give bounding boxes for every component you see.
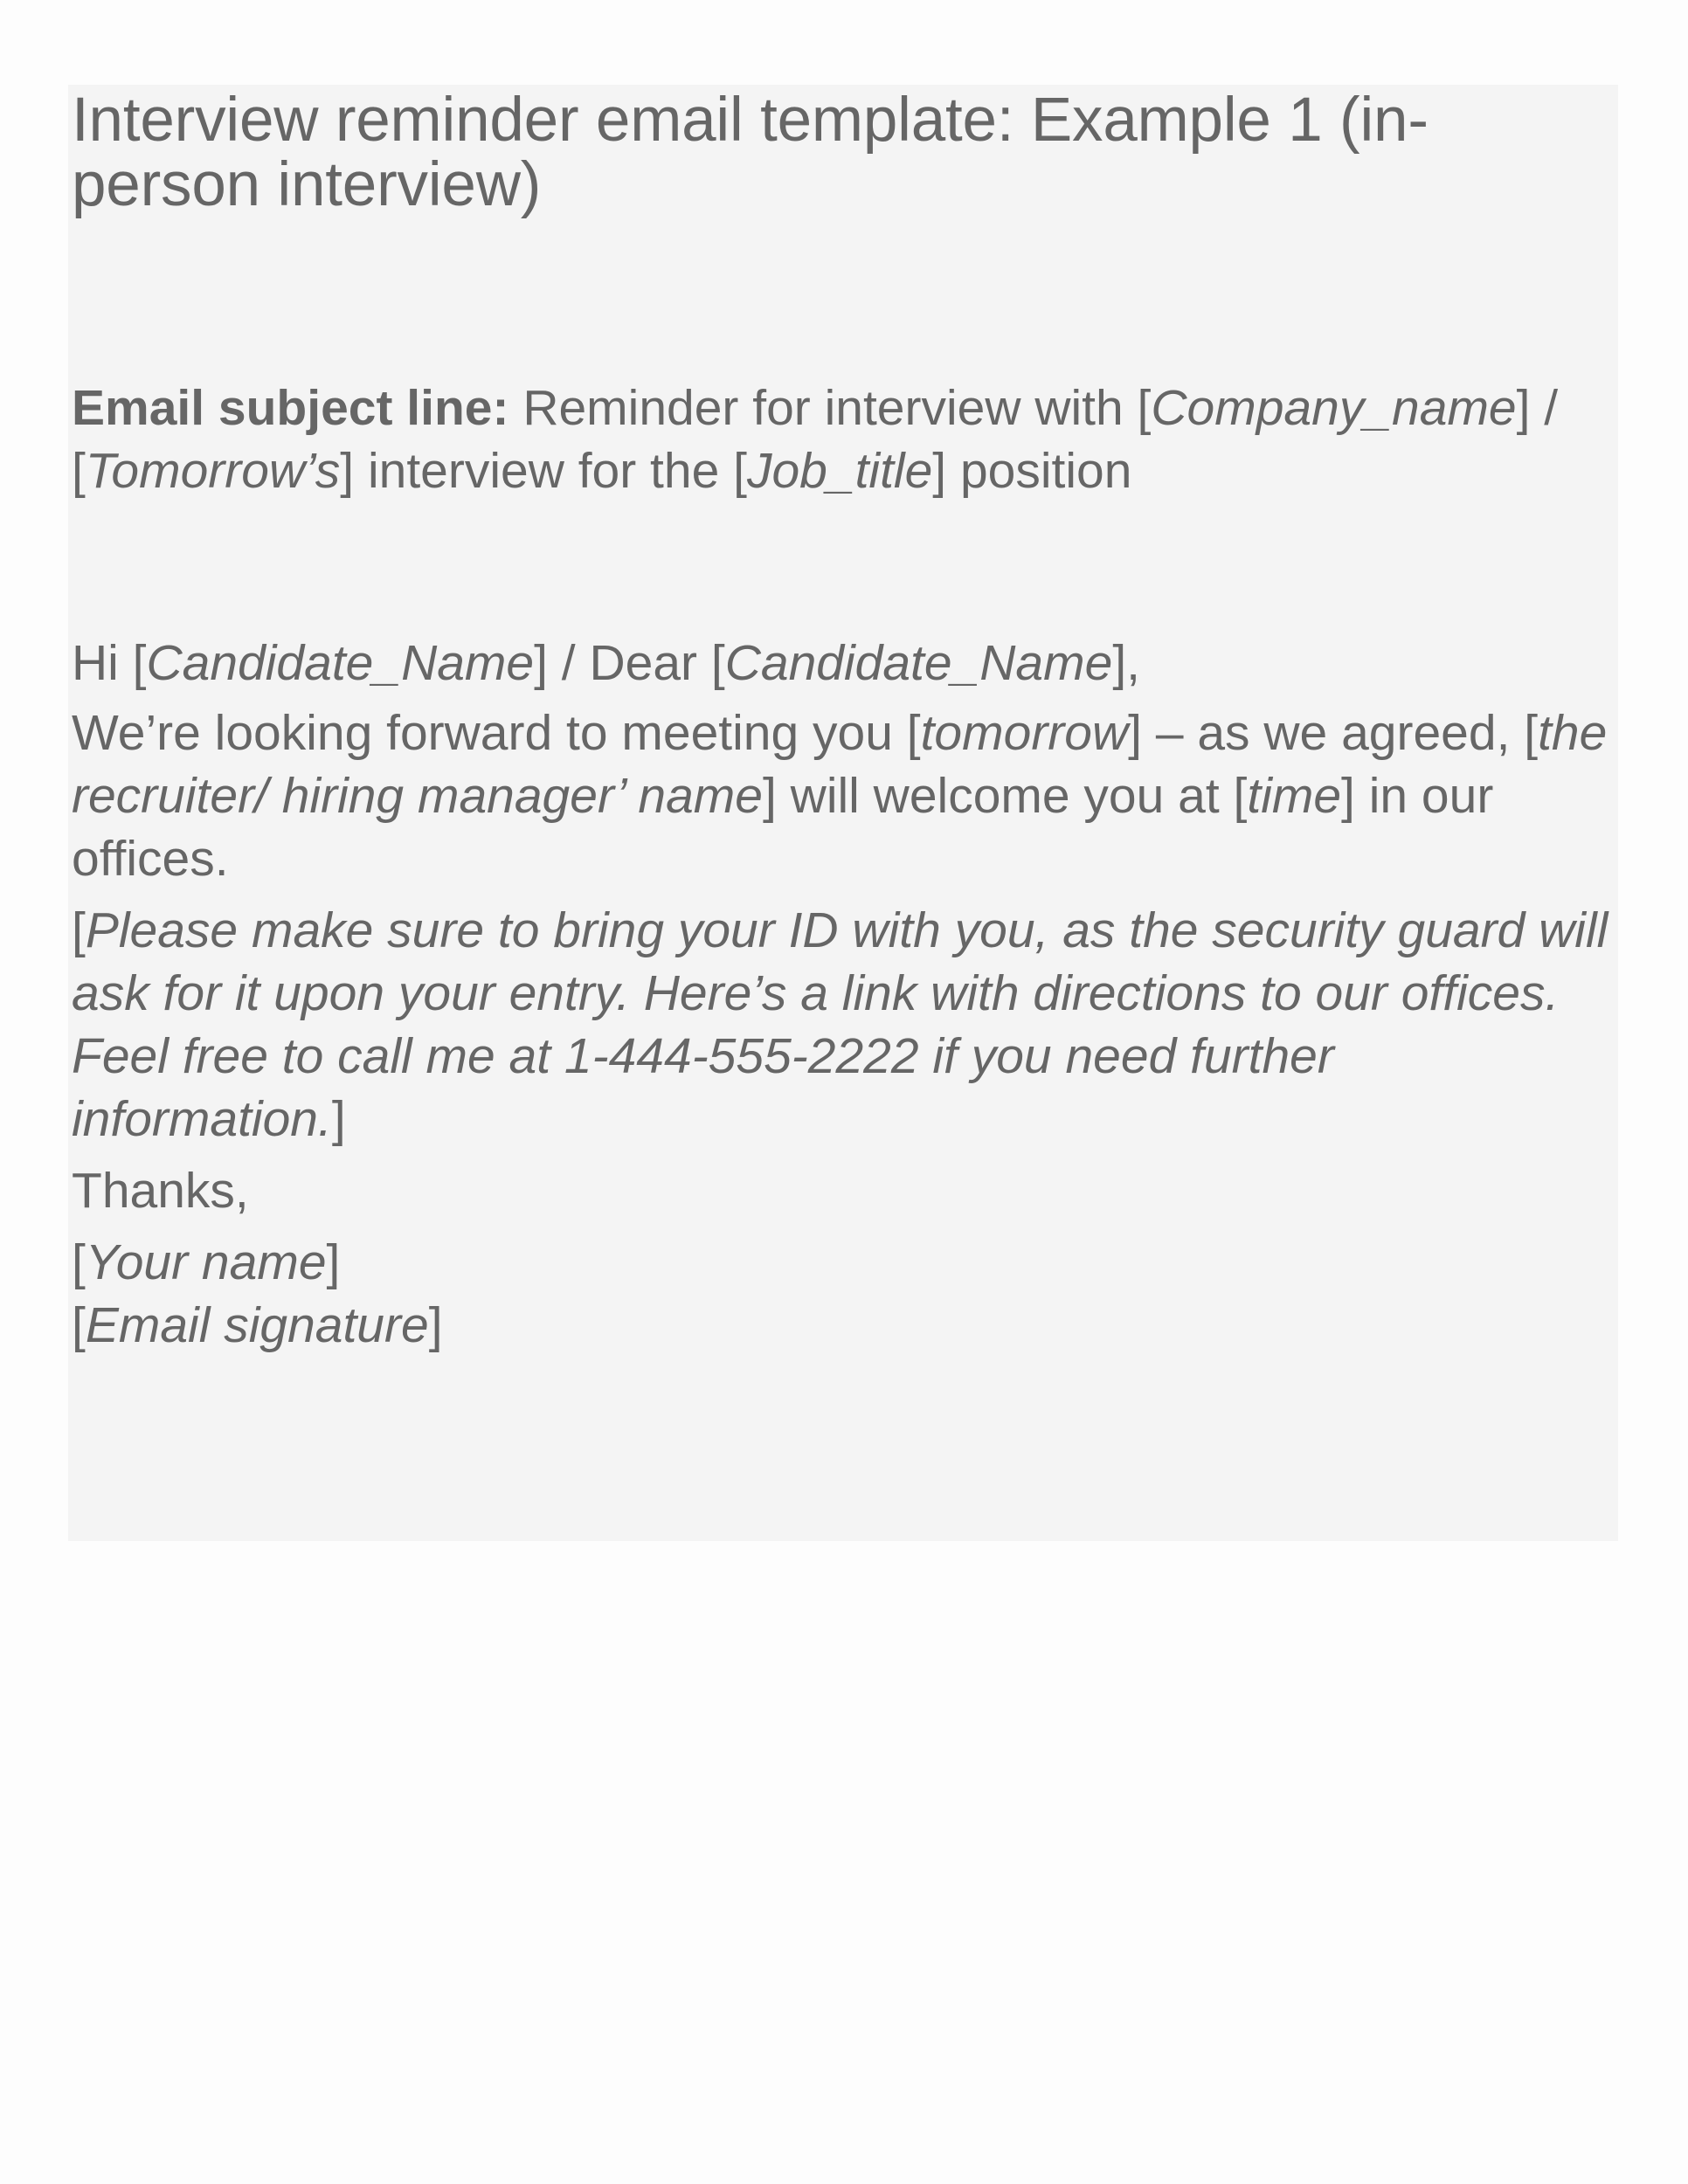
signature-email-line	[72, 1294, 1613, 1357]
greeting-text: Hi [	[72, 634, 147, 691]
email-body-paragraph-meeting	[72, 702, 1613, 890]
document-title: Interview reminder email template: Example 1 (in-person interview)	[72, 86, 1429, 219]
company-name-placeholder: Company_name	[1151, 379, 1517, 436]
email-signature-placeholder: Email signature	[85, 1296, 429, 1353]
email-greeting	[72, 632, 1613, 695]
subject-text: ] / [	[72, 379, 1559, 499]
tomorrow-placeholder: tomorrow	[920, 704, 1129, 761]
recruiter-name-placeholder: the recruiter/ hiring manager’ name	[72, 704, 1608, 824]
greeting-text: ] / Dear [	[534, 634, 725, 691]
signature-name-line	[72, 1231, 1613, 1294]
your-name-placeholder: Your name	[85, 1234, 327, 1290]
time-placeholder: time	[1247, 767, 1342, 824]
bracket-close: ]	[331, 1090, 346, 1147]
email-subject-line	[72, 377, 1613, 502]
paragraph-text: We’re looking forward to meeting you [	[72, 704, 921, 761]
subject-text: Reminder for interview with [	[508, 379, 1152, 436]
subject-text: ] position	[932, 442, 1132, 499]
bracket-open: [	[72, 1234, 86, 1290]
candidate-name-placeholder: Candidate_Name	[724, 634, 1113, 691]
paragraph-text: ] in our offices.	[72, 767, 1494, 887]
subject-text: ] interview for the [	[340, 442, 747, 499]
email-closing: Thanks,	[72, 1162, 249, 1219]
instructions-placeholder: Please make sure to bring your ID with you, as the security guard will ask for it upon your entry. Here’s a link with directions to our offices. Feel free to call me at 1-444-555-2222 if you need further information.	[72, 902, 1608, 1147]
subject-label: Email subject line:	[72, 379, 509, 436]
paragraph-text: ] will welcome you at [	[763, 767, 1248, 824]
job-title-placeholder: Job_title	[746, 442, 933, 499]
email-template-panel	[68, 85, 1618, 1541]
candidate-name-placeholder: Candidate_Name	[146, 634, 535, 691]
paragraph-text: ] – as we agreed, [	[1128, 704, 1539, 761]
bracket-open: [	[72, 902, 86, 958]
email-signature-block	[72, 1231, 1613, 1357]
email-body-paragraph-instructions	[72, 899, 1613, 1151]
greeting-text: ],	[1112, 634, 1141, 691]
bracket-close: ]	[428, 1296, 443, 1353]
bracket-open: [	[72, 1296, 86, 1353]
tomorrows-placeholder: Tomorrow’s	[85, 442, 341, 499]
bracket-close: ]	[326, 1234, 341, 1290]
